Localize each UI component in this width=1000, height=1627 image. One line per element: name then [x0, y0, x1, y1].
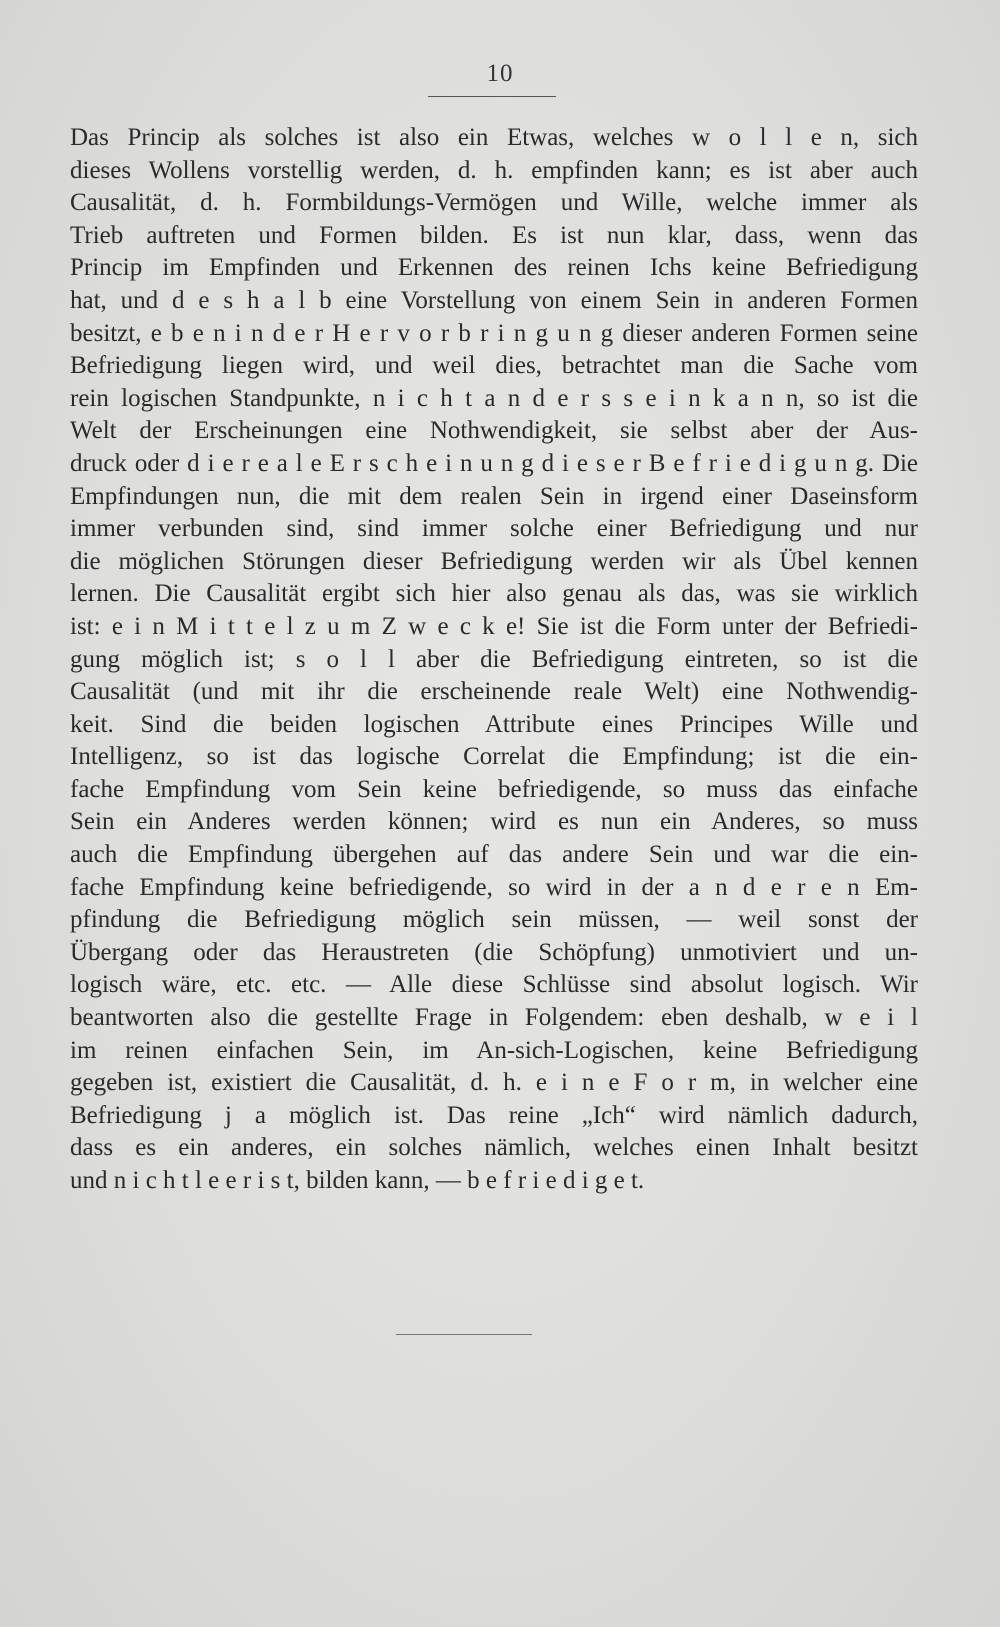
text-line: Welt der Erscheinungen eine Nothwendigkeit, sie selbst aber der Aus- — [70, 417, 918, 445]
text-line: fache Empfindung keine befriedigende, so wird in der a n d e r e n Em- — [70, 873, 918, 901]
page-number: 10 — [486, 60, 514, 87]
closing-rule — [396, 1334, 532, 1335]
text-line: Sein ein Anderes werden können; wird es nun ein Anderes, so muss — [70, 808, 918, 836]
text-line: lernen. Die Causalität ergibt sich hier also genau als das, was sie wirklich — [70, 580, 918, 608]
text-line: und n i c h t l e e r i s t, bilden kann, — b e f r i e d i g e t. — [70, 1167, 645, 1194]
text-line: Causalität, d. h. Formbildungs-Vermögen und Wille, welche immer als — [70, 189, 918, 217]
text-line: immer verbunden sind, sind immer solche einer Befriedigung und nur — [70, 515, 918, 543]
text-line: Befriedigung j a möglich ist. Das reine „Ich“ wird nämlich dadurch, — [70, 1101, 918, 1129]
text-line: gung möglich ist; s o l l aber die Befriedigung eintreten, so ist die — [70, 645, 918, 673]
text-line: Princip im Empfinden und Erkennen des reinen Ichs keine Befriedigung — [70, 254, 918, 282]
header-rule — [428, 96, 556, 97]
text-line: Intelligenz, so ist das logische Correlat die Empfindung; ist die ein- — [70, 743, 918, 771]
text-line: Befriedigung liegen wird, und weil dies, betrachtet man die Sache vom — [70, 352, 918, 380]
text-line: im reinen einfachen Sein, im An-sich-Logischen, keine Befriedigung — [70, 1036, 918, 1064]
text-line: Empfindungen nun, die mit dem realen Sein in irgend einer Daseinsform — [70, 482, 918, 510]
text-line: Übergang oder das Heraustreten (die Schöpfung) unmotiviert und un- — [70, 938, 918, 966]
text-line: pfindung die Befriedigung möglich sein müssen, — weil sonst der — [70, 906, 918, 934]
text-line: rein logischen Standpunkte, n i c h t a n d e r s s e i n k a n n, so ist die — [70, 384, 918, 412]
text-line: die möglichen Störungen dieser Befriedigung werden wir als Übel kennen — [70, 547, 918, 575]
text-line: Trieb auftreten und Formen bilden. Es ist nun klar, dass, wenn das — [70, 221, 918, 249]
text-line: ist: e i n M i t t e l z u m Z w e c k e! Sie ist die Form unter der Befriedi- — [70, 612, 918, 640]
text-line: fache Empfindung vom Sein keine befriedigende, so muss das einfache — [70, 775, 918, 803]
text-line: Causalität (und mit ihr die erscheinende reale Welt) eine Nothwendig- — [70, 678, 918, 706]
text-line: dieses Wollens vorstellig werden, d. h. empfinden kann; es ist aber auch — [70, 156, 918, 184]
body-text — [70, 122, 918, 1198]
text-line: keit. Sind die beiden logischen Attribute eines Principes Wille und — [70, 710, 918, 738]
text-line: druck oder d i e r e a l e E r s c h e i n u n g d i e s e r B e f r i e d i g u n g. Die — [70, 449, 918, 477]
text-line: beantworten also die gestellte Frage in Folgendem: eben deshalb, w e i l — [70, 1004, 918, 1032]
text-line: dass es ein anderes, ein solches nämlich, welches einen Inhalt besitzt — [70, 1134, 918, 1162]
text-line: hat, und d e s h a l b eine Vorstellung von einem Sein in anderen Formen — [70, 286, 918, 314]
text-line: besitzt, e b e n i n d e r H e r v o r b r i n g u n g dieser anderen Formen seine — [70, 319, 918, 347]
text-line: auch die Empfindung übergehen auf das andere Sein und war die ein- — [70, 841, 918, 869]
text-line: gegeben ist, existiert die Causalität, d. h. e i n e F o r m, in welcher eine — [70, 1069, 918, 1097]
text-line: Das Princip als solches ist also ein Etwas, welches w o l l e n, sich — [70, 124, 918, 151]
text-line: logisch wäre, etc. etc. — Alle diese Schlüsse sind absolut logisch. Wir — [70, 971, 918, 999]
